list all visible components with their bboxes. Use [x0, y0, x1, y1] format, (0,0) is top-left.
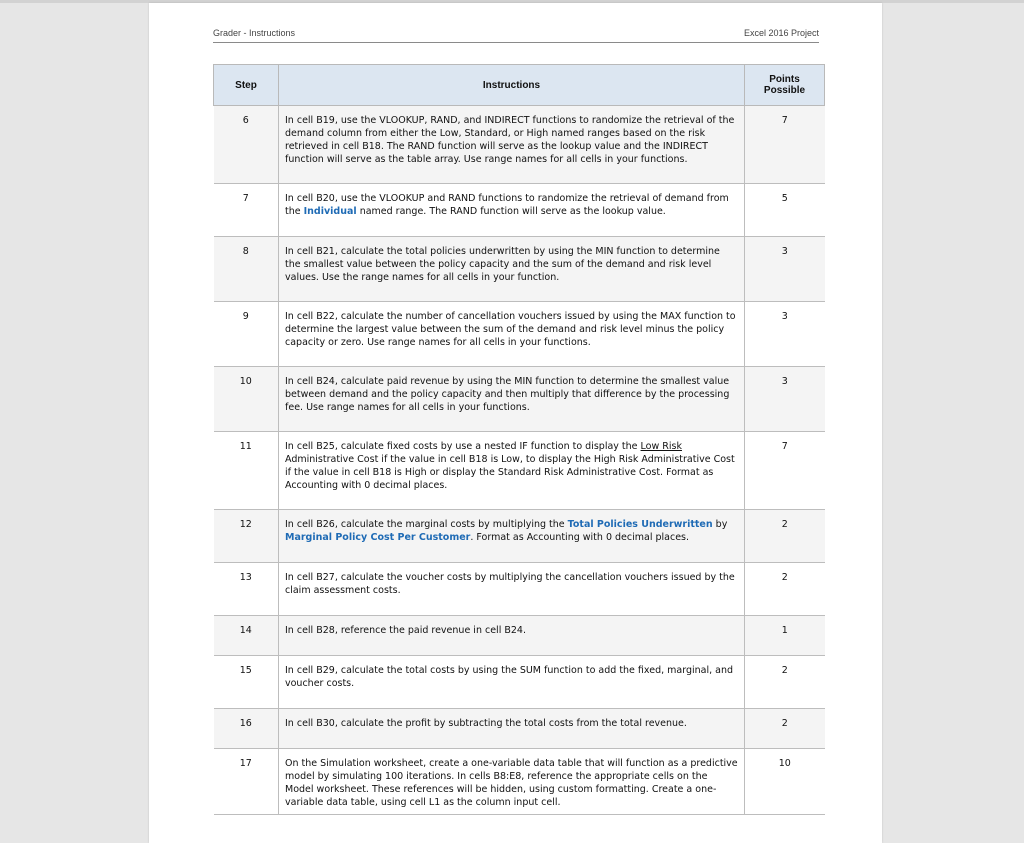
instruction-segment: In cell B19, use the VLOOKUP, RAND, and INDIRECT functions to randomize the retrieval of the demand column from either the Low, Standard, or High named ranges based on the risk retrieved in cell B18. The RAND function will serve as the lookup value and the INDIRECT function will serve as the table array. Use range names for all cells in your functions. [285, 115, 735, 165]
points-header-line2: Possible [763, 85, 806, 96]
table-row [214, 184, 825, 237]
instruction-segment: In cell B20, use the VLOOKUP and RAND functions to randomize the retrieval of demand from the [285, 193, 729, 217]
instruction-segment: On the Simulation worksheet, create a one-variable data table that will function as a predictive model by simulating 100 iterations. In cells B8:E8, reference the appropriate cells on the Model worksheet. These references will be hidden, using custom formatting. Create a one-variable data table, using cell L1 as the column input cell. [285, 758, 738, 808]
column-header-points [745, 65, 825, 106]
table-row [214, 510, 825, 563]
points-value: 3 [745, 237, 825, 302]
column-header-step: Step [214, 65, 279, 106]
instruction-segment: . Format as Accounting with 0 decimal places. [470, 532, 690, 543]
highlighted-range-name: Individual [303, 206, 357, 217]
step-number: 13 [214, 563, 279, 616]
table-row [214, 237, 825, 302]
table-row [214, 432, 825, 510]
instruction-text [279, 106, 745, 184]
step-number: 14 [214, 616, 279, 656]
table-row [214, 709, 825, 749]
points-value: 3 [745, 367, 825, 432]
step-number: 6 [214, 106, 279, 184]
instruction-segment: In cell B29, calculate the total costs by using the SUM function to add the fixed, marginal, and voucher costs. [285, 665, 734, 689]
column-header-instructions: Instructions [279, 65, 745, 106]
table-row [214, 656, 825, 709]
instruction-text [279, 709, 745, 749]
instruction-segment: In cell B21, calculate the total policies underwritten by using the MIN function to determine the smallest value between the policy capacity and the sum of the demand and risk level values. Use the range names for all cells in your function. [285, 246, 720, 283]
table-row [214, 616, 825, 656]
header-left-title: Grader - Instructions [213, 28, 296, 38]
document-page [149, 3, 882, 843]
header-right-title: Excel 2016 Project [743, 28, 819, 38]
instruction-segment: In cell B25, calculate fixed costs by use a nested IF function to display the [285, 441, 641, 452]
instruction-segment: In cell B28, reference the paid revenue in cell B24. [285, 625, 526, 636]
instruction-text [279, 510, 745, 563]
step-number: 11 [214, 432, 279, 510]
instruction-segment: In cell B26, calculate the marginal costs by multiplying the [285, 519, 568, 530]
highlighted-range-name: Total Policies Underwritten [567, 519, 713, 530]
step-number: 17 [214, 749, 279, 815]
points-value: 3 [745, 302, 825, 367]
step-number: 7 [214, 184, 279, 237]
table-row [214, 106, 825, 184]
table-row [214, 302, 825, 367]
table-row [214, 563, 825, 616]
table-row [214, 367, 825, 432]
instruction-segment: Administrative Cost if the value in cell B18 is Low, to display the High Risk Administrative Cost if the value in cell B18 is High or display the Standard Risk Administrative Cost. Format as Accounting with 0 decimal places. [285, 454, 735, 491]
step-number: 15 [214, 656, 279, 709]
step-number: 10 [214, 367, 279, 432]
instruction-segment: In cell B30, calculate the profit by subtracting the total costs from the total revenue. [285, 718, 687, 729]
table-header-row [214, 65, 825, 106]
instruction-segment: named range. The RAND function will serve as the lookup value. [356, 206, 666, 217]
points-value: 7 [745, 106, 825, 184]
instruction-segment: by [712, 519, 728, 530]
points-value: 10 [745, 749, 825, 815]
instruction-text [279, 302, 745, 367]
points-value: 1 [745, 616, 825, 656]
points-header-line1: Points [769, 74, 800, 85]
points-value: 7 [745, 432, 825, 510]
points-value: 2 [745, 709, 825, 749]
instruction-text [279, 367, 745, 432]
points-value: 5 [745, 184, 825, 237]
underlined-text: Low Risk [640, 441, 682, 452]
instruction-text [279, 616, 745, 656]
instruction-text [279, 237, 745, 302]
step-number: 8 [214, 237, 279, 302]
table-row [214, 749, 825, 815]
instruction-segment: In cell B24, calculate paid revenue by using the MIN function to determine the smallest value between demand and the policy capacity and then multiply that difference by the processing fee. Use range names for all cells in your functions. [285, 376, 730, 413]
points-value: 2 [745, 563, 825, 616]
instruction-segment: In cell B22, calculate the number of cancellation vouchers issued by using the MAX function to determine the largest value between the sum of the demand and risk level minus the policy capacity or zero. Use range names for all cells in your functions. [285, 311, 736, 348]
instruction-text [279, 749, 745, 815]
instruction-text [279, 563, 745, 616]
step-number: 12 [214, 510, 279, 563]
instruction-text [279, 656, 745, 709]
step-number: 16 [214, 709, 279, 749]
points-value: 2 [745, 510, 825, 563]
instruction-text [279, 184, 745, 237]
page-header [213, 28, 819, 43]
step-number: 9 [214, 302, 279, 367]
instruction-segment: In cell B27, calculate the voucher costs by multiplying the cancellation vouchers issued by the claim assessment costs. [285, 572, 735, 596]
points-value: 2 [745, 656, 825, 709]
instructions-table [213, 64, 825, 815]
highlighted-range-name: Marginal Policy Cost Per Customer [285, 532, 471, 543]
instruction-text [279, 432, 745, 510]
